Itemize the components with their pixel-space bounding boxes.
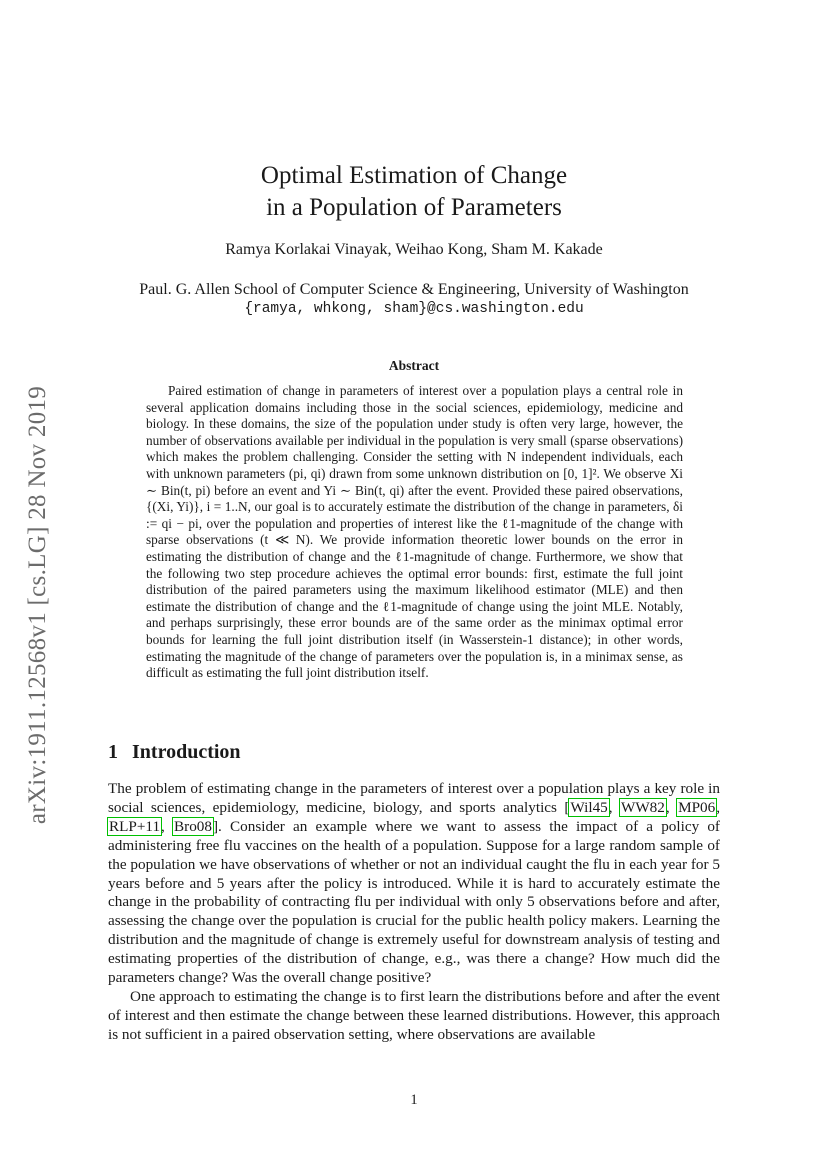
email: {ramya, whkong, sham}@cs.washington.edu [244,301,584,317]
title-line-2: in a Population of Parameters [266,194,562,221]
intro-paragraph-1: The problem of estimating change in the parameters of interest over a population plays a key role in social sciences, epidemiology, medicine, biology, and sports analytics [Wil45, WW82, MP06, RLP+11, Bro08]. Consider an example where we want to assess the impact of a policy of administering free flu vaccines on the health of a population. Suppose for a large random sample of the population we have observations of whether or not an individual caught the flu in each year for 5 years before and 5 years after the policy is introduced. While it is hard to accurately estimate the change in the probability of contracting flu per individual with only 5 observations before and after, assessing the change over the population is crucial for the public health policy makers. Learning the distribution and the magnitude of change is extremely useful for downstream analysis of testing and estimating properties of the distribution of change, e.g., was there a change? How much did the parameters change? Was the overall change positive? [108,780,721,987]
abstract-heading: Abstract [388,358,440,373]
arxiv-sidebar [18,360,58,850]
citation-link[interactable]: Wil45 [570,798,608,816]
arxiv-identifier: arXiv:1911.12568v1 [cs.LG] 28 Nov 2019 [24,385,51,825]
section-heading [108,741,241,764]
paper-title [0,160,828,224]
introduction-body [108,780,720,1045]
abstract-text: Paired estimation of change in parameters of interest over a population plays a central role in several application domains including those in the social sciences, epidemiology, medicine and biology. In these domains, the size of the population under study is often very large, however, the number of observations available per individual in the population is very small (sparse observations) which makes the problem challenging. Consider the setting with N independent individuals, each with unknown parameters (pi, qi) drawn from some unknown distribution on [0, 1]². We observe Xi ∼ Bin(t, pi) before an event and Yi ∼ Bin(t, qi) after the event. Provided these paired observations, {(Xi, Yi)}, i = 1..N, our goal is to accurately estimate the distribution of the change in parameters, δi := qi − pi, over the population and properties of interest like the ℓ1-magnitude of the change with sparse observations (t ≪ N). We provide information theoretic lower bounds on the error in estimating the distribution of change and the ℓ1-magnitude of change. Furthermore, we show that the following two step procedure achieves the optimal error bounds: first, estimate the full joint distribution of the paired parameters using the maximum likelihood estimator (MLE) and then estimate the distribution of change and the ℓ1-magnitude of change using the joint MLE. Notably, and perhaps surprisingly, these error bounds are of the same order as the minimax optimal error bounds for learning the full joint distribution itself (in Wasserstein-1 distance); in other words, estimating the magnitude of the change of parameters over the population is, in a minimax sense, as difficult as estimating the full joint distribution itself. [146,383,683,681]
page-number: 1 [410,1092,418,1108]
citation-link[interactable]: Bro08 [174,817,212,835]
abstract-body [146,383,683,682]
affiliation: Paul. G. Allen School of Computer Science & Engineering, University of Washington [139,281,689,298]
authors: Ramya Korlakai Vinayak, Weihao Kong, Sham M. Kakade [225,241,603,258]
citation-link[interactable]: RLP+11 [109,817,161,835]
section-title: Introduction [132,741,241,763]
citation-link[interactable]: MP06 [678,798,716,816]
title-line-1: Optimal Estimation of Change [260,162,568,189]
intro-paragraph-2: One approach to estimating the change is to first learn the distributions before and after the event of interest and then estimate the change between these learned distributions. However, this approach is not sufficient in a paired observation setting, where observations are available [108,987,720,1043]
section-number: 1 [108,741,118,763]
citation-link[interactable]: WW82 [621,798,665,816]
